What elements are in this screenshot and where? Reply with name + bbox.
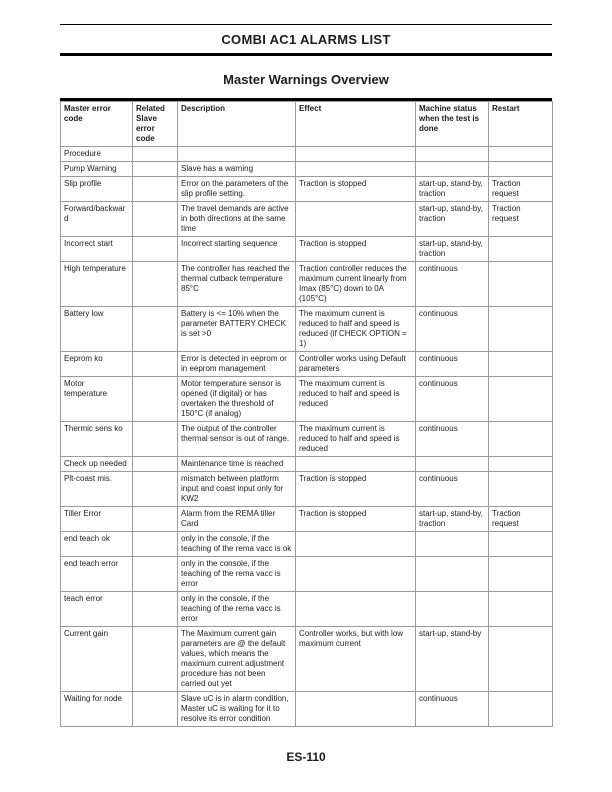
table-cell: The travel demands are active in both directions at the same time	[178, 202, 296, 237]
column-header: Effect	[296, 102, 416, 147]
table-row	[61, 472, 553, 507]
table-cell	[133, 352, 178, 377]
table-cell: Incorrect starting sequence	[178, 237, 296, 262]
table-cell	[416, 147, 489, 162]
table-cell: Alarm from the REMA tiller Card	[178, 507, 296, 532]
table-row	[61, 377, 553, 422]
table-cell: Battery low	[61, 307, 133, 352]
table-cell: Plt-coast mis.	[61, 472, 133, 507]
table-cell: start-up, stand-by, traction	[416, 177, 489, 202]
table-cell: end teach ok	[61, 532, 133, 557]
table-header-row	[61, 102, 553, 147]
table-cell: Incorrect start	[61, 237, 133, 262]
table-row	[61, 147, 553, 162]
table-cell: Slave uC is in alarm condition, Master uC is waiting for it to resolve its error condition	[178, 692, 296, 727]
column-header: Restart	[489, 102, 553, 147]
table-cell	[489, 472, 553, 507]
table-cell	[133, 507, 178, 532]
table-cell	[133, 262, 178, 307]
table-cell: Slave has a warning	[178, 162, 296, 177]
table-row	[61, 557, 553, 592]
table-cell	[296, 692, 416, 727]
table-cell	[133, 532, 178, 557]
table-cell	[489, 147, 553, 162]
table-cell	[416, 532, 489, 557]
table-row	[61, 507, 553, 532]
table-cell: only in the console, if the teaching of the rema vacc is error	[178, 592, 296, 627]
table-cell: continuous	[416, 472, 489, 507]
column-header: Related Slave error code	[133, 102, 178, 147]
table-row	[61, 692, 553, 727]
table-cell: Traction is stopped	[296, 472, 416, 507]
table-cell	[296, 162, 416, 177]
table-cell	[133, 592, 178, 627]
table-cell: continuous	[416, 307, 489, 352]
table-cell	[133, 557, 178, 592]
table-cell	[489, 422, 553, 457]
table-cell: Maintenance time is reached	[178, 457, 296, 472]
table-cell: Traction controller reduces the maximum current linearly from Imax (85°C) down to 0A (105°C)	[296, 262, 416, 307]
table-cell: Motor temperature sensor is opened (if digital) or has overtaken the threshold of 150°C (if analog)	[178, 377, 296, 422]
table-cell: Traction is stopped	[296, 507, 416, 532]
table-cell: teach error	[61, 592, 133, 627]
table-cell: The maximum current is reduced to half and speed is reduced	[296, 377, 416, 422]
table-cell	[489, 352, 553, 377]
table-cell	[178, 147, 296, 162]
table-cell: Current gain	[61, 627, 133, 692]
table-cell: continuous	[416, 422, 489, 457]
page-header-title: COMBI AC1 ALARMS LIST	[221, 32, 391, 47]
table-cell: continuous	[416, 352, 489, 377]
table-cell: Waiting for node	[61, 692, 133, 727]
table-cell: Motor temperature	[61, 377, 133, 422]
table-cell	[133, 162, 178, 177]
table-cell	[133, 377, 178, 422]
table-cell	[133, 307, 178, 352]
table-row	[61, 162, 553, 177]
table-cell	[133, 627, 178, 692]
table-cell: Error is detected in eeprom or in eeprom management	[178, 352, 296, 377]
table-cell	[133, 457, 178, 472]
table-row	[61, 627, 553, 692]
table-cell	[296, 457, 416, 472]
table-cell: continuous	[416, 692, 489, 727]
table-cell: start-up, stand-by, traction	[416, 507, 489, 532]
table-cell: start-up, stand-by	[416, 627, 489, 692]
table-cell: Traction request	[489, 177, 553, 202]
table-cell	[489, 307, 553, 352]
table-cell: Controller works, but with low maximum current	[296, 627, 416, 692]
page-header	[60, 24, 552, 56]
table-cell: Traction is stopped	[296, 177, 416, 202]
table-cell	[296, 592, 416, 627]
table-cell	[489, 627, 553, 692]
table-row	[61, 307, 553, 352]
table-body	[61, 147, 553, 727]
table-cell: start-up, stand-by, traction	[416, 202, 489, 237]
table-cell	[296, 557, 416, 592]
table-row	[61, 237, 553, 262]
column-header: Machine status when the test is done	[416, 102, 489, 147]
table-cell	[489, 532, 553, 557]
section-title: Master Warnings Overview	[223, 72, 389, 87]
table-row	[61, 592, 553, 627]
alarm-table-container	[60, 98, 552, 727]
table-cell	[489, 457, 553, 472]
table-cell: The controller has reached the thermal cutback temperature 85°C	[178, 262, 296, 307]
table-cell	[416, 457, 489, 472]
master-warnings-table	[60, 101, 553, 727]
table-cell	[296, 202, 416, 237]
table-cell: Thermic sens ko	[61, 422, 133, 457]
table-cell: continuous	[416, 377, 489, 422]
table-cell: Check up needed	[61, 457, 133, 472]
table-row	[61, 262, 553, 307]
table-cell: end teach error	[61, 557, 133, 592]
table-row	[61, 202, 553, 237]
table-cell	[133, 237, 178, 262]
table-cell	[416, 557, 489, 592]
table-row	[61, 177, 553, 202]
table-cell: Traction request	[489, 507, 553, 532]
column-header: Description	[178, 102, 296, 147]
table-cell	[489, 162, 553, 177]
table-row	[61, 457, 553, 472]
table-cell	[489, 377, 553, 422]
table-row	[61, 352, 553, 377]
table-cell: start-up, stand-by, traction	[416, 237, 489, 262]
table-cell	[296, 532, 416, 557]
table-cell: Traction is stopped	[296, 237, 416, 262]
table-cell	[133, 472, 178, 507]
table-cell	[416, 162, 489, 177]
table-cell: only in the console, if the teaching of the rema vacc is ok	[178, 532, 296, 557]
table-cell: Traction request	[489, 202, 553, 237]
table-cell	[133, 177, 178, 202]
table-cell	[296, 147, 416, 162]
table-cell: Controller works using Default parameters	[296, 352, 416, 377]
table-cell: The output of the controller thermal sensor is out of range.	[178, 422, 296, 457]
table-cell: Battery is <= 10% when the parameter BATTERY CHECK is set >0	[178, 307, 296, 352]
table-cell: The Maximum current gain parameters are @ the default values, which means the maximum current adjustment procedure has not been carried out yet	[178, 627, 296, 692]
table-cell: Pump Warning	[61, 162, 133, 177]
table-cell	[489, 557, 553, 592]
table-cell: Forward/backward	[61, 202, 133, 237]
table-cell: Error on the parameters of the slip profile setting.	[178, 177, 296, 202]
column-header: Master error code	[61, 102, 133, 147]
table-cell	[489, 692, 553, 727]
table-cell: only in the console, if the teaching of the rema vacc is error	[178, 557, 296, 592]
table-cell	[489, 592, 553, 627]
table-cell	[133, 202, 178, 237]
page-number: ES-110	[286, 750, 326, 764]
table-cell: continuous	[416, 262, 489, 307]
table-cell	[133, 692, 178, 727]
table-cell: Eeprom ko	[61, 352, 133, 377]
table-row	[61, 532, 553, 557]
table-cell	[416, 592, 489, 627]
table-cell	[489, 237, 553, 262]
table-row	[61, 422, 553, 457]
table-cell: The maximum current is reduced to half and speed is reduced	[296, 422, 416, 457]
table-cell: Procedure	[61, 147, 133, 162]
table-cell: Slip profile	[61, 177, 133, 202]
table-cell	[489, 262, 553, 307]
table-cell	[133, 147, 178, 162]
table-cell: mismatch between platform input and coast input only for KW2	[178, 472, 296, 507]
table-cell	[133, 422, 178, 457]
table-cell: Tiller Error	[61, 507, 133, 532]
table-cell: High temperature	[61, 262, 133, 307]
table-cell: The maximum current is reduced to half and speed is reduced (if CHECK OPTION = 1)	[296, 307, 416, 352]
